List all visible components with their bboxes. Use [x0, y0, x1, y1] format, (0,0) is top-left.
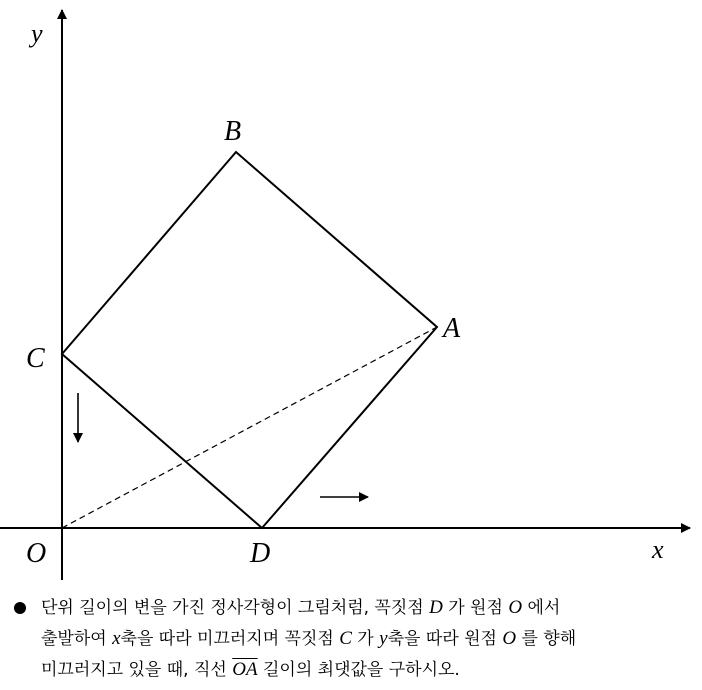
text: 를 향해 — [516, 629, 577, 649]
x-axis-label: x — [652, 535, 664, 564]
point-label-a: A — [443, 313, 461, 344]
text: 출발하여 — [41, 629, 113, 649]
text: 미끄러지고 있을 때, 직선 — [41, 660, 233, 680]
text: 길이의 최댓값을 구하시오. — [257, 660, 460, 680]
math-segment-oa: $\overline{OA}$ — [232, 659, 258, 680]
segment-oa — [62, 327, 437, 528]
bullet-icon — [14, 602, 26, 614]
math-y: y — [379, 628, 388, 649]
point-label-d: D — [250, 538, 271, 569]
problem-line-1 — [41, 592, 696, 623]
math-d: D — [429, 597, 443, 618]
math-c: C — [339, 628, 352, 649]
math-x: x — [112, 628, 121, 649]
math-o: O — [508, 597, 523, 618]
problem-line-2 — [41, 623, 696, 654]
square-abcd — [62, 152, 437, 528]
text: 축을 따라 미끄러지며 꼭짓점 — [120, 629, 340, 649]
text: 에서 — [522, 598, 561, 618]
y-axis-label: y — [31, 19, 43, 48]
text: 가 원점 — [442, 598, 509, 618]
text: 단위 길이의 변을 가진 정사각형이 그림처럼, 꼭짓점 — [41, 598, 430, 618]
point-label-o: O — [26, 538, 47, 569]
math-o: O — [502, 628, 517, 649]
point-label-b: B — [224, 116, 242, 147]
problem-line-3 — [41, 654, 696, 685]
text: 가 — [351, 629, 380, 649]
point-label-c: C — [26, 343, 45, 374]
text: 축을 따라 원점 — [387, 629, 503, 649]
